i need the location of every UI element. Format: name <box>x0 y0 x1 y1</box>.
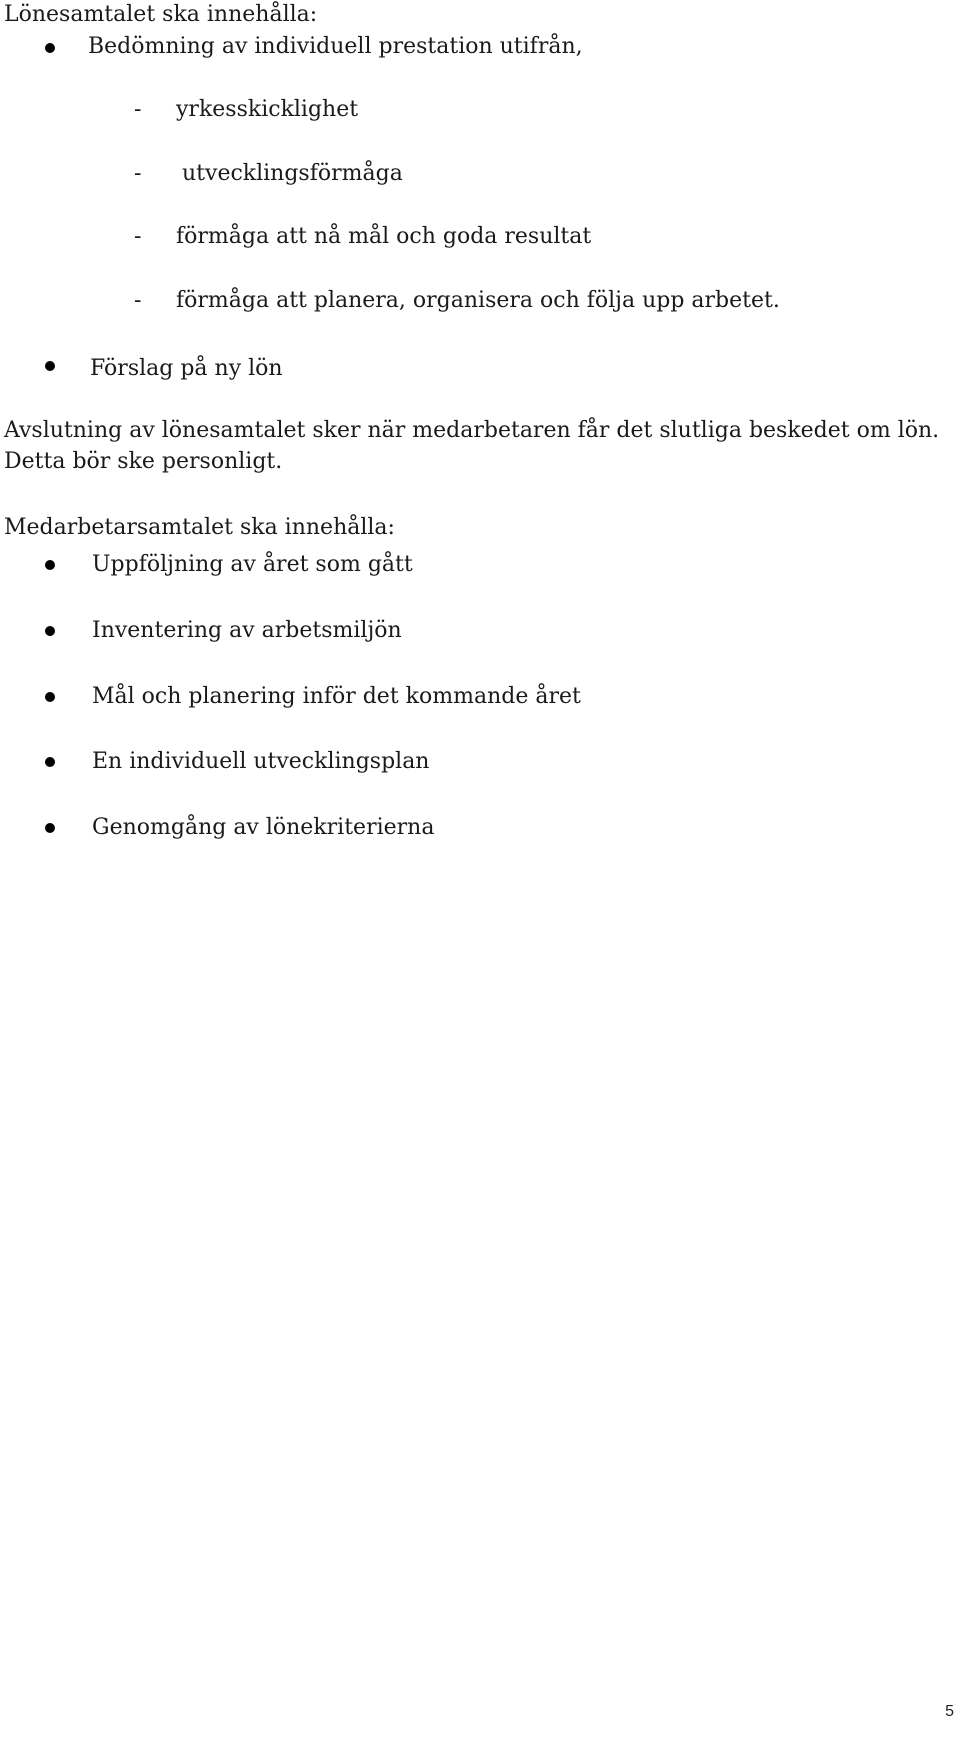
sub-item: utvecklingsförmåga <box>182 161 403 186</box>
dash-marker: - <box>134 288 142 313</box>
bullet-icon <box>45 43 55 53</box>
bullet-icon <box>45 823 55 833</box>
bullet-icon <box>45 692 55 702</box>
bullet-icon <box>45 560 55 570</box>
list-item: Uppföljning av året som gått <box>92 552 413 577</box>
sub-item: yrkesskicklighet <box>176 97 359 122</box>
list-item: Inventering av arbetsmiljön <box>92 618 402 643</box>
bullet-item-forslag: Förslag på ny lön <box>90 356 283 381</box>
bullet-icon <box>45 361 55 371</box>
bullet-icon <box>45 757 55 767</box>
section-heading-lonesamtalet: Lönesamtalet ska innehålla: <box>4 2 318 27</box>
section-heading-medarbetarsamtalet: Medarbetarsamtalet ska innehålla: <box>4 515 395 540</box>
dash-marker: - <box>134 161 142 186</box>
dash-marker: - <box>134 97 142 122</box>
page-number: 5 <box>945 1703 954 1720</box>
dash-marker: - <box>134 224 142 249</box>
list-item: En individuell utvecklingsplan <box>92 749 430 774</box>
bullet-item-bedomning: Bedömning av individuell prestation utifrån, <box>88 34 583 59</box>
bullet-icon <box>45 626 55 636</box>
sub-item: förmåga att nå mål och goda resultat <box>176 224 592 249</box>
paragraph-line: Avslutning av lönesamtalet sker när medarbetaren får det slutliga beskedet om lön. <box>4 418 940 443</box>
paragraph-line: Detta bör ske personligt. <box>4 449 283 474</box>
sub-item: förmåga att planera, organisera och följa upp arbetet. <box>176 288 780 313</box>
list-item: Mål och planering inför det kommande året <box>92 684 581 709</box>
list-item: Genomgång av lönekriterierna <box>92 815 435 840</box>
